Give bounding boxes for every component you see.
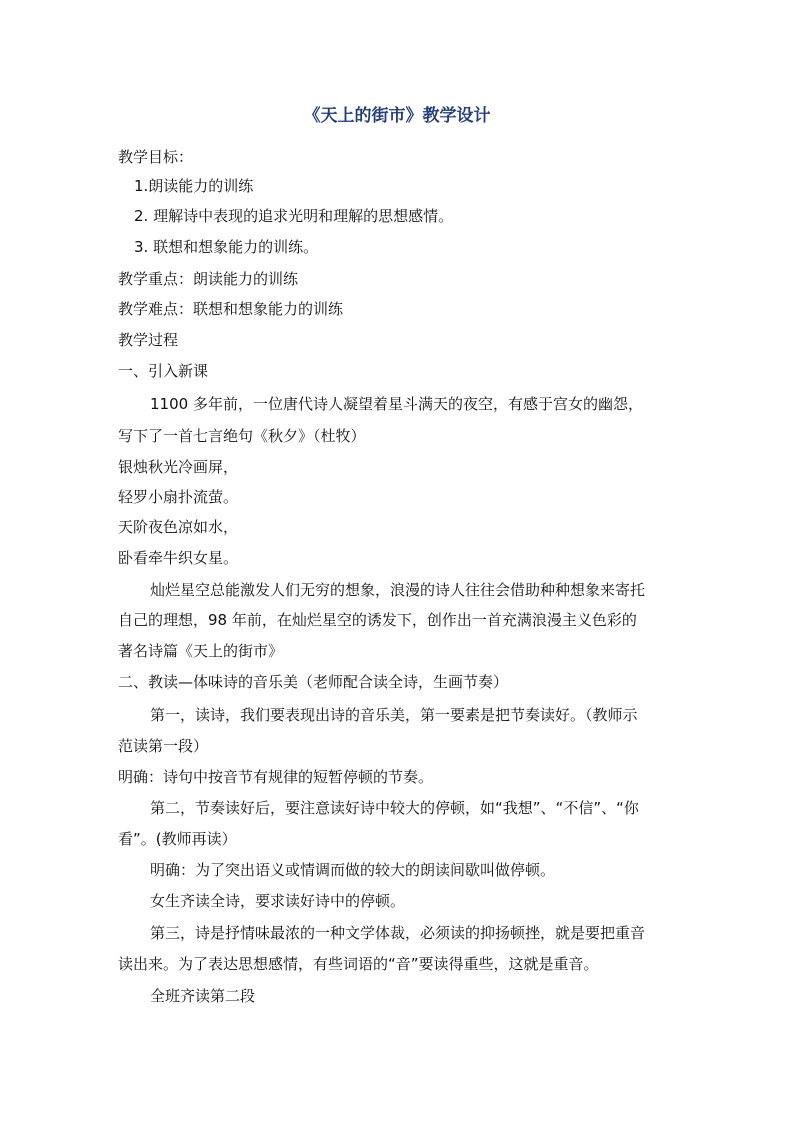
objective-item-3: 3. 联想和想象能力的训练。 bbox=[134, 238, 319, 256]
poem-line: 轻罗小扇扑流萤。 bbox=[118, 488, 239, 506]
paragraph-line: 自己的理想，98 年前，在灿烂星空的诱发下，创作出一首充满浪漫主义色彩的 bbox=[118, 611, 637, 629]
section-heading-objectives: 教学目标： bbox=[118, 148, 194, 166]
document-title: 《天上的街市》教学设计 bbox=[303, 106, 491, 126]
paragraph-line: 明确：为了突出语义或情调而做的较大的朗读间歇叫做停顿。 bbox=[150, 861, 556, 879]
poem-line: 银烛秋光冷画屏， bbox=[118, 458, 239, 476]
teaching-difficulty: 教学难点：联想和想象能力的训练 bbox=[118, 300, 344, 318]
paragraph-line: 第三，诗是抒情味最浓的一种文学体裁，必须读的抑扬顿挫，就是要把重音 bbox=[150, 924, 646, 942]
paragraph-line: 读出来。为了表达思想感情，有些词语的“音”要读得重些，这就是重音。 bbox=[118, 955, 599, 973]
paragraph-line: 范读第一段） bbox=[118, 737, 209, 755]
objective-item-1: 1.朗读能力的训练 bbox=[134, 177, 254, 195]
teaching-key-point: 教学重点：朗读能力的训练 bbox=[118, 270, 299, 288]
paragraph-line: 第二，节奏读好后，要注意读好诗中较大的停顿，如“我想”、“不信”、“你 bbox=[150, 799, 639, 817]
paragraph-line: 灿烂星空总能激发人们无穷的想象，浪漫的诗人往往会借助种种想象来寄托 bbox=[150, 581, 646, 599]
step-heading-2: 二、教读—体味诗的音乐美（老师配合读全诗，生画节奏） bbox=[118, 673, 509, 691]
paragraph-line: 明确：诗句中按音节有规律的短暂停顿的节奏。 bbox=[118, 768, 434, 786]
paragraph-line: 看”。(教师再读） bbox=[118, 830, 237, 848]
objective-item-2: 2. 理解诗中表现的追求光明和理解的思想感情。 bbox=[134, 207, 454, 225]
poem-line: 天阶夜色凉如水， bbox=[118, 518, 239, 536]
paragraph-line: 女生齐读全诗，要求读好诗中的停顿。 bbox=[150, 892, 406, 910]
step-heading-1: 一、引入新课 bbox=[118, 362, 209, 380]
poem-line: 卧看牵牛织女星。 bbox=[118, 549, 239, 567]
paragraph-line: 第一，读诗，我们要表现出诗的音乐美，第一要素是把节奏读好。（教师示 bbox=[150, 706, 638, 724]
paragraph-line: 全班齐读第二段 bbox=[150, 987, 256, 1005]
paragraph-line: 著名诗篇《天上的街市》 bbox=[118, 642, 284, 660]
paragraph-line: 1100 多年前，一位唐代诗人凝望着星斗满天的夜空，有感于宫女的幽怨， bbox=[150, 395, 643, 413]
paragraph-line: 写下了一首七言绝句《秋夕》（杜牧） bbox=[118, 427, 366, 445]
section-heading-process: 教学过程 bbox=[118, 331, 179, 349]
